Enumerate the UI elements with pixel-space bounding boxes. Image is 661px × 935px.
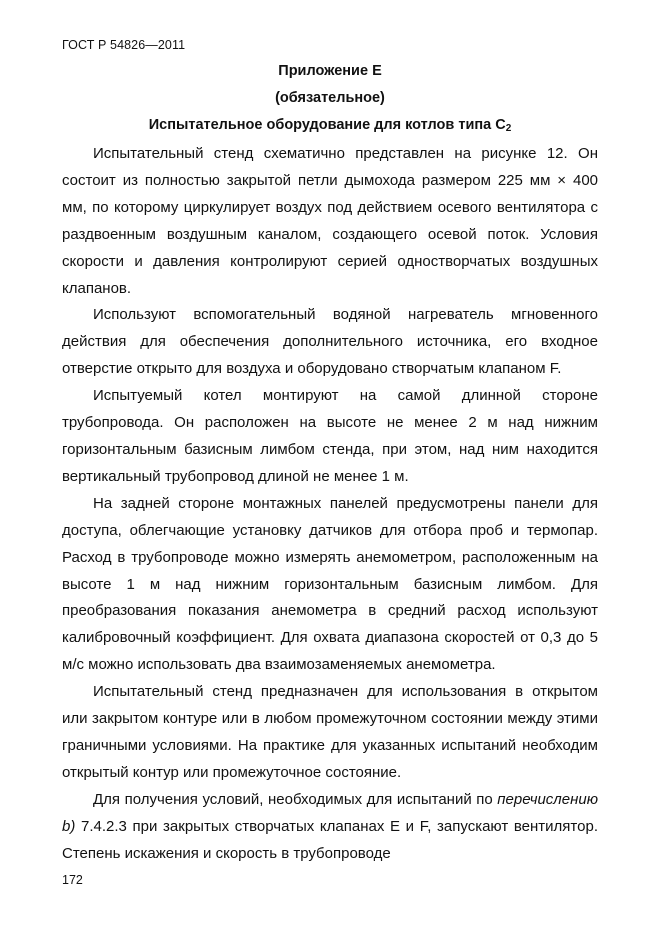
paragraph-last xyxy=(62,787,598,868)
appendix-heading-text: Испытательное оборудование для котлов типа C xyxy=(148,117,506,133)
cross-reference: перечислению b) xyxy=(62,790,598,835)
paragraph-last-start: Для получения условий, необходимых для испытаний по xyxy=(93,790,498,808)
appendix-status: (обязательное) xyxy=(275,90,385,106)
document-code: ГОСТ Р 54826—2011 xyxy=(62,38,186,52)
paragraph: Испытательный стенд предназначен для использования в открытом или закрытом контуре или в любом промежуточном состоянии между этими граничными условиями. На практике для указанных испытаний необходим открытый контур или промежуточное состояние. xyxy=(62,683,598,781)
body-text xyxy=(62,141,598,867)
appendix-heading xyxy=(62,117,598,134)
paragraph: Испытательный стенд схематично представлен на рисунке 12. Он состоит из полностью закрытой петли дымохода размером 225 мм × 400 мм, по которому циркулирует воздух под действием осевого вентилятора с раздвоенным воздушным каналом, создающего осевой поток. Условия скорости и давления контролируют серией одностворчатых воздушных клапанов. xyxy=(62,145,598,297)
paragraph: Испытуемый котел монтируют на самой длинной стороне трубопровода. Он расположен на высоте не менее 2 м над нижним горизонтальным базисным лимбом стенда, при этом, над ним находится вертикальный трубопровод длиной не менее 1 м. xyxy=(62,387,598,485)
paragraph-last-end: 7.4.2.3 при закрытых створчатых клапанах Е и F, запускают вентилятор. Степень искажения и скорость в трубопроводе xyxy=(62,817,598,862)
paragraph: Используют вспомогательный водяной нагреватель мгновенного действия для обеспечения дополнительного источника, его входное отверстие открыто для воздуха и оборудовано створчатым клапаном F. xyxy=(62,306,598,378)
paragraph: На задней стороне монтажных панелей предусмотрены панели для доступа, облегчающие установку датчиков для отбора проб и термопар. Расход в трубопроводе можно измерять анемометром, расположенным на высоте 1 м над нижним горизонтальным базисным лимбом. Для преобразования показания анемометра в средний расход используют калибровочный коэффициент. Для охвата диапазона скоростей от 0,3 до 5 м/с можно использовать два взаимозаменяемых анемометра. xyxy=(62,494,598,674)
page-number: 172 xyxy=(62,873,83,887)
appendix-title: Приложение Е xyxy=(278,63,382,79)
appendix-heading-subscript: 2 xyxy=(505,123,512,134)
